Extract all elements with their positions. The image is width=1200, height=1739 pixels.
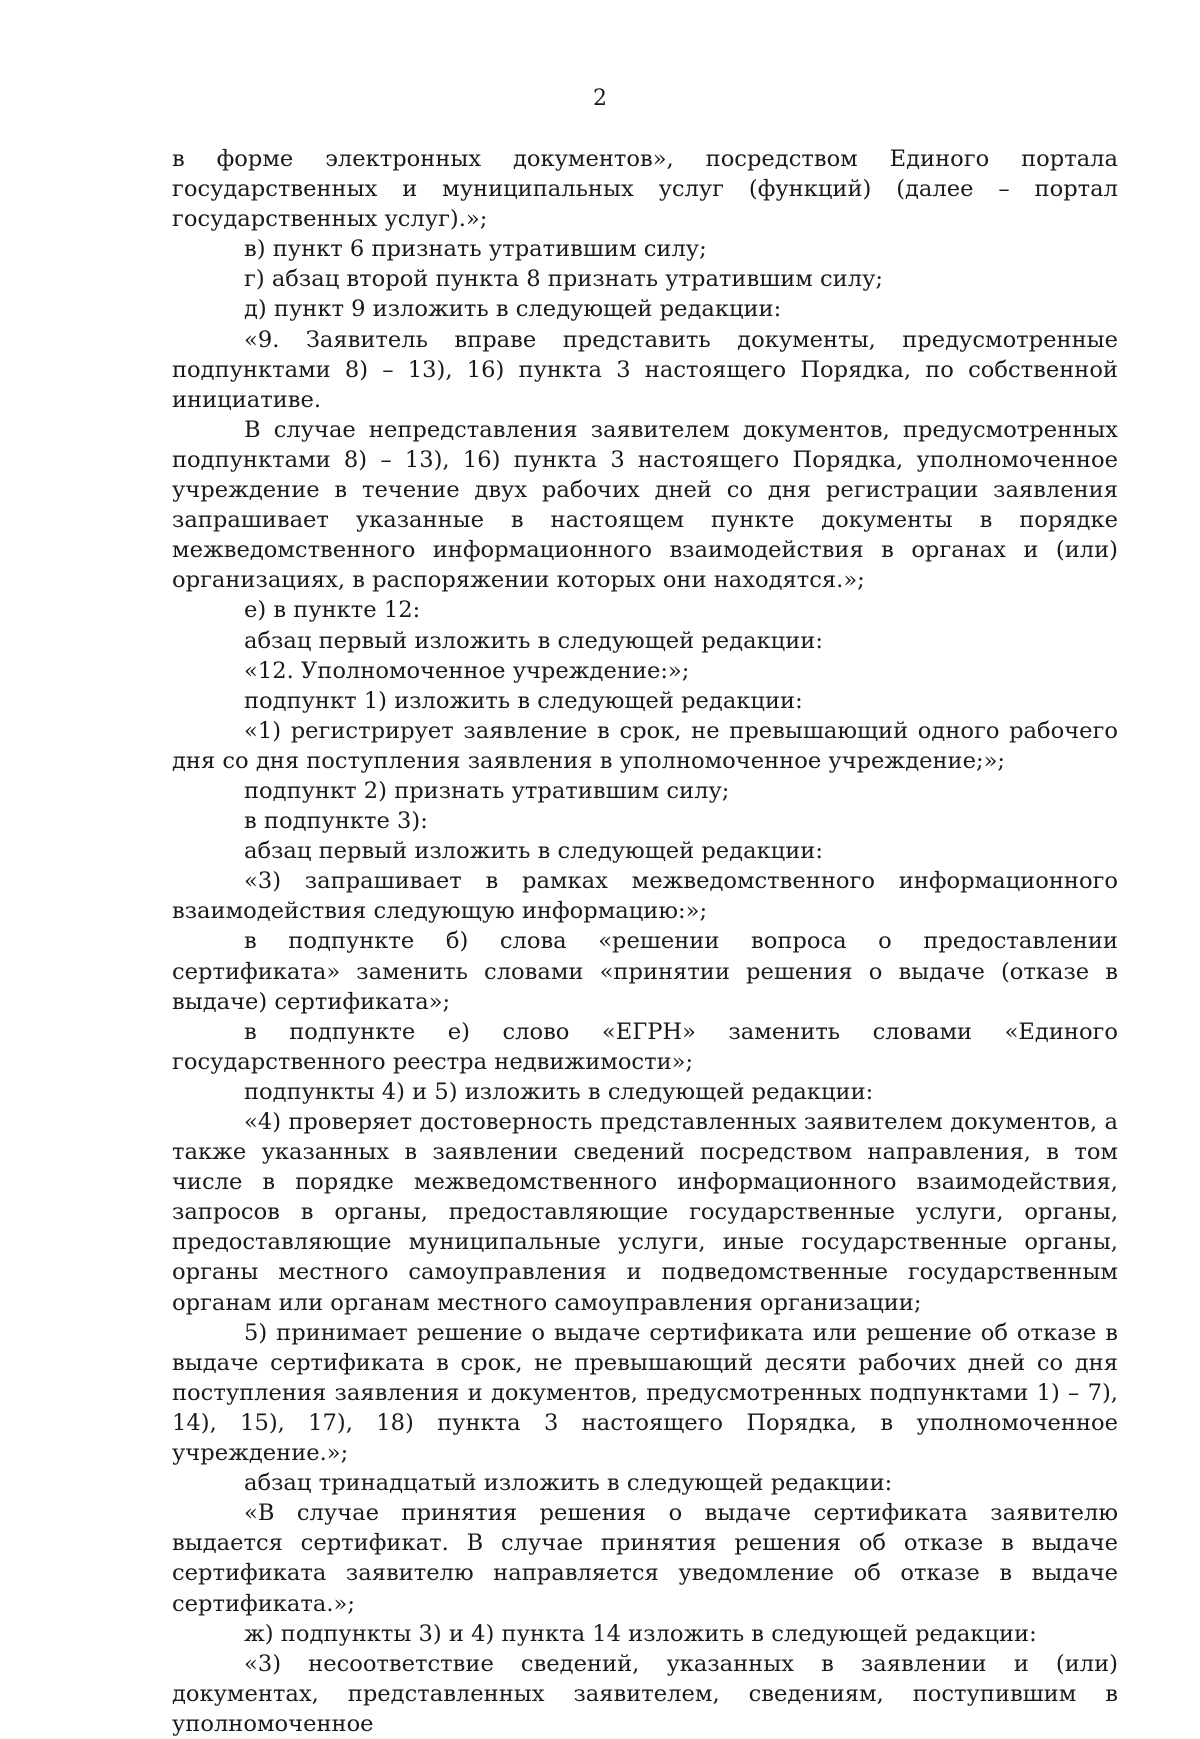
paragraph-point-9: «9. Заявитель вправе представить документы, предусмотренные подпунктами 8) – 13), 16) пункта 3 настоящего Порядка, по собственной инициативе.	[172, 326, 1118, 413]
paragraph: в подпункте е) слово «ЕГРН» заменить словами «Единого государственного реестра недвижимости»;	[172, 1018, 1118, 1075]
paragraph-item-g: г) абзац второй пункта 8 признать утратившим силу;	[244, 266, 883, 293]
paragraph-subpoint-4: «4) проверяет достоверность представленных заявителем документов, а также указанных в заявлении сведений посредством направления, в том числе в порядке межведомственного информационного взаимодействия, запросов в органы, предоставляющие государственные услуги, органы, предоставляющие муниципальные услуги, иные государственные органы, органы местного самоуправления и подведомственные государственным органам или органам местного самоуправления организации;	[172, 1109, 1118, 1316]
paragraph-point-9-case: В случае непредставления заявителем документов, предусмотренных подпунктами 8) – 13), 16) пункта 3 настоящего Порядка, уполномоченное учреждение в течение двух рабочих дней со дня регистрации заявления запрашивает указанные в настоящем пункте документы в порядке межведомственного информационного взаимодействия в органах и (или) организациях, в распоряжении которых они находятся.»;	[172, 416, 1118, 594]
paragraph-item-v: в) пункт 6 признать утратившим силу;	[244, 236, 707, 263]
paragraph-subpoint-3: «3) запрашивает в рамках межведомственного информационного взаимодействия следующую информацию:»;	[172, 868, 1118, 925]
paragraph-certificate-issue: «В случае принятия решения о выдаче сертификата заявителю выдается сертификат. В случае принятия решения об отказе в выдаче сертификата заявителю направляется уведомление об отказе в выдаче сертификата.»;	[172, 1500, 1118, 1617]
paragraph-item-e: е) в пункте 12:	[244, 597, 421, 624]
paragraph-item-d: д) пункт 9 изложить в следующей редакции:	[244, 296, 782, 323]
document-body	[172, 144, 1118, 1739]
page-number: 2	[593, 86, 607, 111]
paragraph-subpoint-1: «1) регистрирует заявление в срок, не превышающий одного рабочего дня со дня поступления заявления в уполномоченное учреждение;»;	[172, 717, 1118, 774]
paragraph: в подпункте б) слова «решении вопроса о предоставлении сертификата» заменить словами «принятии решения о выдаче (отказе в выдаче) сертификата»;	[172, 928, 1118, 1015]
paragraph-subpoint-5: 5) принимает решение о выдаче сертификата или решение об отказе в выдаче сертификата в срок, не превышающий десяти рабочих дней со дня поступления заявления и документов, предусмотренных подпунктами 1) – 7), 14), 15), 17), 18) пункта 3 настоящего Порядка, в уполномоченное учреждение.»;	[172, 1319, 1118, 1467]
paragraph: подпункты 4) и 5) изложить в следующей редакции:	[244, 1078, 874, 1105]
paragraph: подпункт 2) признать утратившим силу;	[244, 777, 730, 804]
paragraph: абзац тринадцатый изложить в следующей редакции:	[244, 1470, 893, 1497]
paragraph-item-zh: ж) подпункты 3) и 4) пункта 14 изложить в следующей редакции:	[244, 1620, 1037, 1647]
paragraph: подпункт 1) изложить в следующей редакции:	[244, 687, 803, 714]
paragraph-continuation: в форме электронных документов», посредством Единого портала государственных и муниципальных услуг (функций) (далее – портал государственных услуг).»;	[172, 146, 1118, 233]
paragraph: абзац первый изложить в следующей редакции:	[244, 838, 823, 865]
paragraph-subpoint-3-mismatch: «3) несоответствие сведений, указанных в заявлении и (или) документах, представленных заявителем, сведениям, поступившим в уполномоченное	[172, 1650, 1118, 1737]
paragraph: абзац первый изложить в следующей редакции:	[244, 627, 823, 654]
paragraph-point-12: «12. Уполномоченное учреждение:»;	[244, 657, 690, 684]
paragraph: в подпункте 3):	[244, 808, 428, 835]
